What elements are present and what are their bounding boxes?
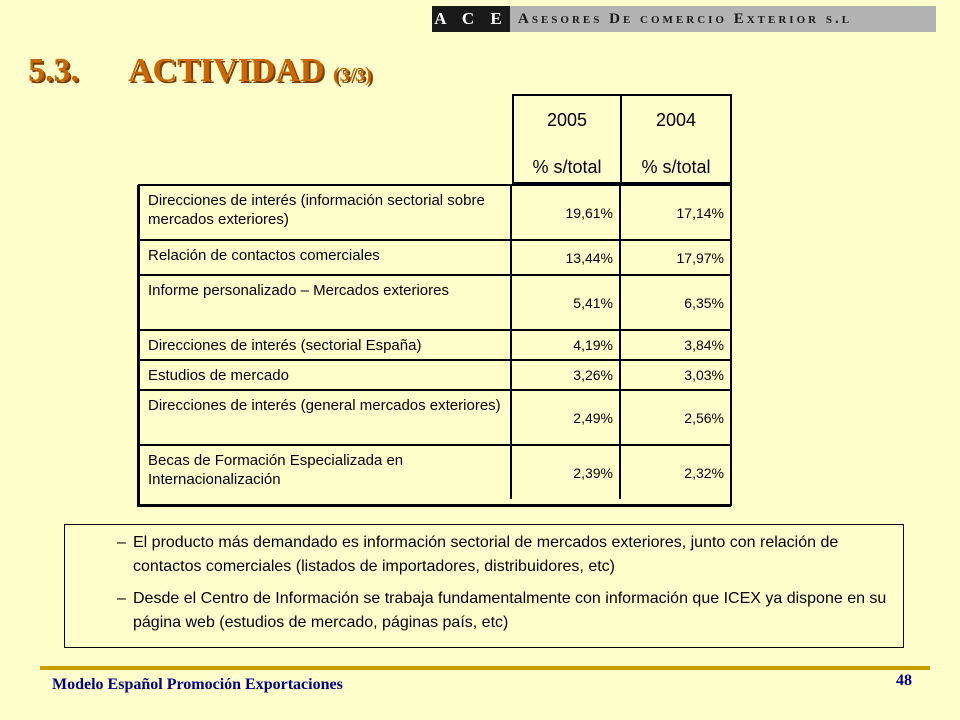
logo-long: Asesores De comercio Exterior s.l xyxy=(510,6,936,32)
row-label: Relación de contactos comerciales xyxy=(140,241,512,274)
value-2005: 4,19% xyxy=(512,331,621,359)
row-label: Estudios de mercado xyxy=(140,361,512,389)
footer-divider xyxy=(40,666,930,670)
value-2005: 2,49% xyxy=(512,391,621,444)
row-label: Informe personalizado – Mercados exteriores xyxy=(140,276,512,329)
value-2004: 6,35% xyxy=(684,294,724,311)
table-row xyxy=(140,444,730,499)
note-text: Desde el Centro de Información se trabaja fundamentalmente con información que ICEX ya dispone en su página web (estudios de mercado, páginas país, etc) xyxy=(133,590,887,631)
table-row xyxy=(140,274,730,329)
logo-short: A C E xyxy=(432,6,510,32)
table-row xyxy=(140,184,730,239)
value-2005: 2,39% xyxy=(512,446,621,499)
page-title xyxy=(28,52,372,90)
footer-text: Modelo Español Promoción Exportaciones xyxy=(52,676,343,693)
value-2005: 13,44% xyxy=(512,241,621,274)
row-label: Direcciones de interés (sectorial España) xyxy=(140,331,512,359)
note-dash: – xyxy=(117,590,126,607)
header-col-2005 xyxy=(514,96,622,182)
note-dash: – xyxy=(117,534,126,551)
value-2004: 17,14% xyxy=(676,204,724,221)
row-label: Direcciones de interés (general mercados exteriores) xyxy=(140,391,512,444)
year-2005: 2005 xyxy=(546,110,588,130)
notes-box xyxy=(64,524,904,648)
row-label: Direcciones de interés (información sectorial sobre mercados exteriores) xyxy=(140,186,512,239)
value-2004: 2,56% xyxy=(684,409,724,426)
table-row xyxy=(140,239,730,274)
unit-2004: % s/total xyxy=(641,157,711,177)
table-row xyxy=(140,359,730,389)
header-col-2004 xyxy=(622,96,730,182)
value-2005: 19,61% xyxy=(512,186,621,239)
table-row xyxy=(140,329,730,359)
table-row xyxy=(140,389,730,444)
value-2004: 2,32% xyxy=(684,464,724,481)
page-number: 48 xyxy=(896,672,912,689)
table-header xyxy=(512,94,732,184)
title-text: ACTIVIDAD xyxy=(128,52,325,89)
unit-2005: % s/total xyxy=(532,157,602,177)
value-2005: 5,41% xyxy=(512,276,621,329)
title-part: (3/3) xyxy=(332,64,372,86)
data-table xyxy=(138,184,732,506)
company-logo xyxy=(432,6,936,32)
note-text: El producto más demandado es información sectorial de mercados exteriores, junto con relación de contactos comerciales (listados de importadores, distribuidores, etc) xyxy=(133,534,839,575)
value-2004: 17,97% xyxy=(676,249,724,266)
note-item xyxy=(117,587,893,635)
value-2004: 3,03% xyxy=(684,367,724,383)
value-2004: 3,84% xyxy=(684,337,724,353)
value-2005: 3,26% xyxy=(512,361,621,389)
row-label: Becas de Formación Especializada en Internacionalización xyxy=(140,446,512,499)
title-number: 5.3. xyxy=(28,52,79,89)
year-2004: 2004 xyxy=(655,110,697,130)
note-item xyxy=(117,531,893,579)
